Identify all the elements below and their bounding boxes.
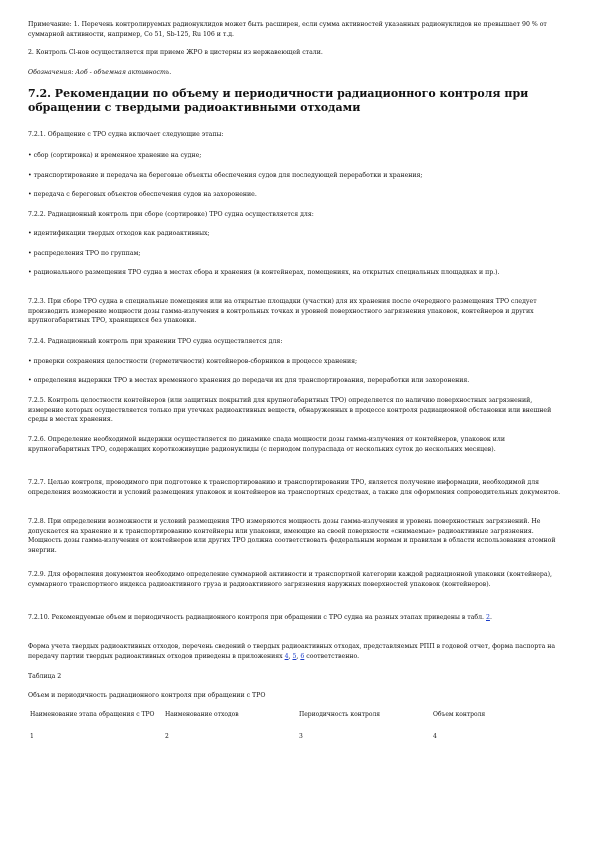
section-title: 7.2. Рекомендации по объему и периодичности радиационного контроля при обращении с твердыми радиоактивными отходами — [28, 87, 529, 115]
paragraph-appendix-ref — [28, 642, 564, 661]
paragraph: 7.2.4. Радиационный контроль при хранении ТРО судна осуществляется для: — [28, 338, 283, 345]
column-number: 3 — [299, 733, 303, 740]
table-row — [28, 733, 568, 747]
paragraph: 7.2.9. Для оформления документов необходимо определение суммарной активности и транспортной категории каждой радиационной упаковки (контейнера), суммарного транспортного индекса радиоактивного груза и радиоактивного загрязнения наружных поверхностей упаковок (контейнеров). — [28, 571, 552, 588]
paragraph: 7.2.2. Радиационный контроль при сборе (сортировке) ТРО судна осуществляется для: — [28, 211, 314, 218]
bullet-item: • определения выдержки ТРО в местах временного хранения до передачи их для транспортирования, переработки или захоронения. — [28, 377, 470, 384]
note-2: 2. Контроль Cl-нов осуществляется при приеме ЖРО в цистерны из нержавеющей стали. — [28, 49, 323, 56]
paragraph: 7.2.8. При определении возможности и условий размещения ТРО измеряются мощность дозы гамма-излучения и уровень поверхностных загрязнений. Не допускается на хранение и к транспортированию контейнеры или упаковки, имеющие на своей поверхности «снимаемые» радиоактивные загрязнения. Мощность дозы гамма-излучения от контейнеров или других ТРО должна соответствовать федеральным нормам и правилам в области использования атомной энергии. — [28, 518, 556, 554]
bullet-item: • рационального размещения ТРО судна в местах сбора и хранения (в контейнерах, помещениях, на открытых специальных площадках и пр.). — [28, 269, 500, 276]
appendix-5-link[interactable]: 5 — [292, 652, 297, 660]
paragraph-table-ref — [28, 613, 564, 623]
note-1: Примечание: 1. Перечень контролируемых радионуклидов может быть расширен, если сумма активностей указанных радионуклидов не превышает 90 % от суммарной активности, например, Co 51, Sb-125, Ru 106 и т.д. — [28, 21, 547, 38]
appendix-6-link[interactable]: 6 — [300, 652, 305, 660]
bullet-item: • идентификации твердых отходов как радиоактивных; — [28, 230, 210, 237]
appendix-4-link[interactable]: 4 — [284, 652, 289, 660]
table-header-row — [28, 711, 568, 733]
table-label: Таблица 2 — [28, 673, 62, 680]
column-number: 1 — [30, 733, 34, 740]
column-header: Объем контроля — [433, 711, 486, 718]
bullet-item: • сбор (сортировка) и временное хранение на судне; — [28, 152, 202, 159]
table-2-link[interactable]: 2 — [486, 614, 490, 621]
column-header: Наименование отходов — [165, 711, 239, 718]
paragraph-text: соответственно. — [306, 652, 360, 660]
column-header: Периодичность контроля — [299, 711, 381, 718]
paragraph-text: 7.2.10. Рекомендуемые объем и периодичность радиационного контроля при обращении с ТРО судна на разных этапах приведены в табл. — [28, 614, 485, 621]
data-table — [28, 711, 568, 747]
paragraph: 7.2.3. При сборе ТРО судна в специальные помещения или на открытые площадки (участки) для их хранения после очередного размещения ТРО следует производить измерение мощности дозы гамма-излучения в контрольных точках и уровней поверхностного загрязнения упаковок, контейнеров и других крупногабаритных ТРО, хранящихся без упаковки. — [28, 298, 537, 325]
separator: , — [296, 652, 301, 660]
column-header: Наименование этапа обращения с ТРО — [30, 711, 155, 718]
bullet-item: • транспортирование и передача на береговые объекты обеспечения судов для последующей переработки и хранения; — [28, 172, 423, 179]
paragraph: 7.2.1. Обращение с ТРО судна включает следующие этапы: — [28, 131, 224, 138]
paragraph: 7.2.5. Контроль целостности контейнеров (или защитных покрытий для крупногабаритных ТРО) определяется по наличию поверхностных загрязнений, измерение которых осуществляется только при утечках радиоактивных веществ, обнаруженных в процессе контроля радиационной обстановки или внешней среды в местах хранения. — [28, 397, 552, 424]
separator: , — [288, 652, 293, 660]
table-caption: Объем и периодичность радиационного контроля при обращении с ТРО — [28, 692, 266, 699]
bullet-item: • распределения ТРО по группам; — [28, 250, 141, 257]
paragraph: 7.2.6. Определение необходимой выдержки осуществляется по динамике спада мощности дозы гамма-излучения от контейнеров, упаковок или крупногабаритных ТРО, содержащих короткоживущие радионуклиды (с периодом полураспада от нескольких суток до нескольких месяцев). — [28, 436, 505, 453]
column-number: 2 — [165, 733, 169, 740]
bullet-item: • проверки сохранения целостности (герметичности) контейнеров-сборников в процессе хранения; — [28, 358, 358, 365]
paragraph: 7.2.7. Целью контроля, проводимого при подготовке к транспортированию и транспортировании ТРО, является получение информации, необходимой для определения возможности и условий размещения упаковок и контейнеров на транспортных средствах, а также для оформления сопроводительных документов. — [28, 479, 561, 496]
designations-note: Обозначения: Аоб - объемная активность. — [28, 69, 172, 76]
column-number: 4 — [433, 733, 437, 740]
paragraph-text: Форма учета твердых радиоактивных отходов, перечень сведений о твердых радиоактивных отходах, представляемых РПП в годовой отчет, форма паспорта на передачу партии твердых радиоактивных отходов приведены в приложениях — [28, 643, 556, 660]
bullet-item: • передача с береговых объектов обеспечения судов на захоронение. — [28, 191, 257, 198]
punctuation: . — [489, 614, 492, 621]
